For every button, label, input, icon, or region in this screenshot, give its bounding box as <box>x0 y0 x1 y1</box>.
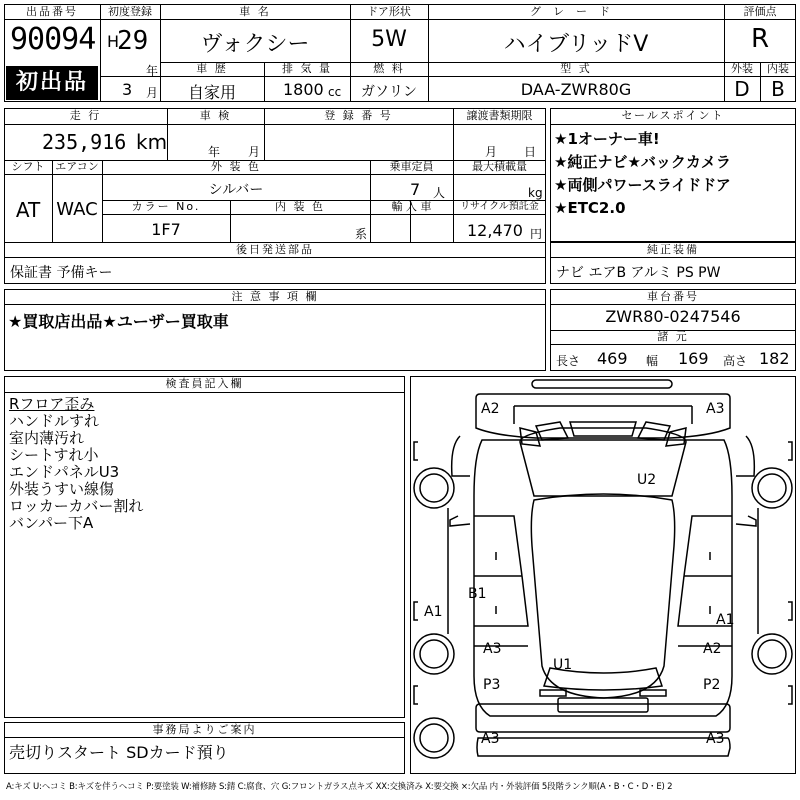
damage-mark: P2 <box>703 677 721 693</box>
capacity-value: 7 <box>410 180 421 199</box>
sales-point-item: ★両側パワースライドドア <box>554 176 731 194</box>
damage-mark: A1 <box>716 612 735 628</box>
ext-color-value: シルバー <box>208 182 264 198</box>
notes-value: ★買取店出品★ユーザー買取車 <box>8 312 229 331</box>
sales-points-label: セールスポイント <box>621 109 725 122</box>
mileage-unit: km <box>136 130 168 154</box>
damage-mark: A2 <box>703 641 722 657</box>
inspection-year-unit: 年 <box>208 145 221 159</box>
ext-color-label: 外 装 色 <box>211 160 261 173</box>
capacity-label: 乗車定員 <box>389 160 434 173</box>
length-label: 長さ <box>556 354 581 368</box>
deferred-label: 後日発送部品 <box>236 243 314 256</box>
import-label: 輸 入 車 <box>391 200 432 213</box>
width-label: 幅 <box>646 354 659 368</box>
doors-value: 5W <box>371 27 407 52</box>
office-value: 売切りスタート SDカード預り <box>9 743 229 762</box>
sales-point-item: ★1オーナー車! <box>554 130 660 148</box>
damage-legend: A:キズ U:ヘコミ B:キズを伴うヘコミ P:要塗装 W:補修跡 S:錆 C:腐食、穴 G:フロントガラス点キズ XX:交換済み X:要交換 ×:欠品 内・外装評価 5段階ランク順(A・B・C・D・E) 2 <box>6 782 673 792</box>
inspector-line: シートすれ小 <box>9 446 99 464</box>
score-value: R <box>750 24 770 54</box>
inspector-line: ハンドルすれ <box>9 412 100 430</box>
ac-value: WAC <box>56 199 98 220</box>
capacity-unit: 人 <box>433 186 446 200</box>
inspector-line: 外装うすい線傷 <box>9 480 115 498</box>
interior-label: 内装 <box>767 62 789 75</box>
inspection-month-unit: 月 <box>248 145 261 159</box>
fuel-label: 燃 料 <box>373 62 405 75</box>
grade-value: ハイブリッドV <box>503 32 649 57</box>
recycle-label: リサイクル預託金 <box>460 201 539 212</box>
car-name: ヴォクシー <box>200 32 310 57</box>
reg-year: 29 <box>117 26 149 56</box>
damage-mark: A2 <box>481 401 500 417</box>
inspector-line: バンパー下A <box>9 514 94 532</box>
length-value: 469 <box>597 349 628 368</box>
mileage-label: 走 行 <box>69 109 102 122</box>
sales-point-item: ★ETC2.0 <box>554 199 626 217</box>
int-color-unit: 系 <box>355 227 368 241</box>
deferred-value: 保証書 予備キー <box>10 265 113 281</box>
mileage-value: 235,916 <box>42 130 127 154</box>
height-label: 高さ <box>723 354 748 368</box>
reg-month-unit: 月 <box>146 86 159 100</box>
displacement-unit: cc <box>328 85 342 99</box>
notes-label: 注 意 事 項 欄 <box>231 290 319 303</box>
office-label: 事務局よりご案内 <box>152 723 257 736</box>
lot-no-label: 出品番号 <box>26 5 78 18</box>
damage-mark: A3 <box>481 731 500 747</box>
recycle-unit: 円 <box>530 227 543 241</box>
first-reg-label: 初度登録 <box>108 5 152 18</box>
damage-mark: P3 <box>483 677 501 693</box>
displacement-label: 排 気 量 <box>282 62 332 75</box>
car-outline-drawing <box>410 376 796 774</box>
transfer-month-unit: 月 <box>485 145 498 159</box>
inspection-label: 車 検 <box>199 109 232 122</box>
shift-label: シフト <box>11 160 45 173</box>
shift-value: AT <box>15 198 41 222</box>
width-value: 169 <box>678 349 709 368</box>
doors-label: ドア形状 <box>367 5 411 18</box>
transfer-day-unit: 日 <box>524 145 537 159</box>
damage-mark: A3 <box>706 401 725 417</box>
damage-mark: A3 <box>483 641 502 657</box>
color-no-label: カラー No. <box>131 200 201 213</box>
recycle-value: 12,470 <box>467 221 523 240</box>
int-color-label: 内 装 色 <box>275 200 325 213</box>
reg-month: 3 <box>122 80 133 99</box>
car-name-label: 車 名 <box>239 5 271 18</box>
chassis-label: 車台番号 <box>647 290 699 303</box>
exterior-label: 外装 <box>731 62 753 75</box>
inspector-lines <box>9 396 143 532</box>
history-label: 車 歴 <box>196 62 228 75</box>
equipment-label: 純正装備 <box>647 243 699 256</box>
score-label: 評価点 <box>743 5 777 18</box>
transfer-label: 譲渡書類期限 <box>466 109 533 122</box>
damage-mark: U2 <box>637 472 657 488</box>
exterior-grade: D <box>734 77 750 101</box>
sales-points-list <box>554 128 731 220</box>
height-value: 182 <box>759 349 790 368</box>
equipment-value: ナビ エアB アルミ PS PW <box>556 265 721 281</box>
reg-year-unit: 年 <box>146 64 159 78</box>
inspector-line: Rフロア歪み <box>9 395 95 413</box>
model-label: 型 式 <box>560 62 592 75</box>
history-value: 自家用 <box>187 83 236 102</box>
sales-point-item: ★純正ナビ★バックカメラ <box>554 153 731 171</box>
inspector-line: エンドパネルU3 <box>9 463 120 481</box>
damage-mark: A1 <box>424 604 443 620</box>
chassis-value: ZWR80-0247546 <box>605 307 741 326</box>
era-letter: H <box>107 32 120 51</box>
displacement-value: 1800 <box>283 80 324 99</box>
grade-label: グレード <box>530 5 622 18</box>
first-listing-badge: 初出品 <box>6 66 98 100</box>
damage-mark: A3 <box>706 731 725 747</box>
interior-grade: B <box>771 77 785 101</box>
inspector-label: 検査員記入欄 <box>165 377 244 390</box>
color-no-value: 1F7 <box>151 220 181 239</box>
reg-no-label: 登 録 番 号 <box>324 109 393 122</box>
damage-mark: U1 <box>553 657 573 673</box>
max-load-unit: kg <box>528 186 543 200</box>
fuel-value: ガソリン <box>361 84 417 100</box>
lot-number: 90094 <box>10 22 96 57</box>
ac-label: エアコン <box>55 160 99 173</box>
dims-label: 諸 元 <box>657 330 689 343</box>
inspector-line: ロッカーカバー割れ <box>9 497 144 515</box>
inspector-line: 室内薄汚れ <box>9 429 85 447</box>
max-load-label: 最大積載量 <box>472 160 527 173</box>
model-value: DAA-ZWR80G <box>520 80 632 99</box>
damage-mark: B1 <box>468 586 487 602</box>
